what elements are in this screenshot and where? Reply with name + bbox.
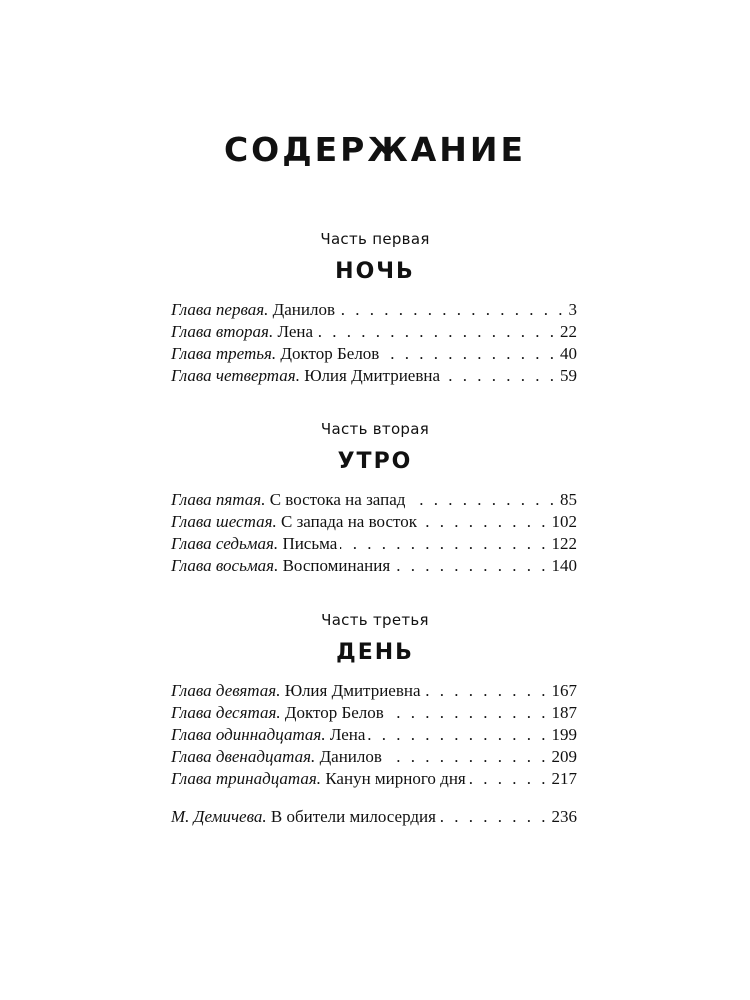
toc-entry[interactable]: [171, 806, 577, 828]
toc-entry[interactable]: [171, 746, 577, 768]
part-title: УТРО: [337, 449, 413, 474]
part-label: Часть первая: [320, 230, 430, 248]
chapter-number: Глава четвертая.: [171, 366, 300, 385]
toc-entry[interactable]: [171, 533, 577, 555]
chapter-number: Глава одиннадцатая.: [171, 725, 326, 744]
toc-entry[interactable]: [171, 555, 577, 577]
part-2: [0, 419, 750, 577]
chapter-name: Канун мирного дня: [325, 769, 466, 788]
chapter-name: С запада на восток: [281, 512, 417, 531]
dot-leader: [420, 511, 549, 533]
chapter-number: Глава девятая.: [171, 681, 281, 700]
toc-entry[interactable]: [171, 724, 577, 746]
dot-leader: [393, 555, 548, 577]
toc-list: [171, 680, 577, 790]
dot-leader: [443, 365, 557, 387]
dot-leader: [382, 343, 557, 365]
chapter-name: Данилов: [319, 747, 382, 766]
page-number: 209: [551, 747, 577, 766]
toc-entry[interactable]: [171, 321, 577, 343]
chapter-name: Доктор Белов: [280, 344, 380, 363]
chapter-number: Глава тринадцатая.: [171, 769, 322, 788]
chapter-name: Воспоминания: [282, 556, 391, 575]
chapter-number: Глава десятая.: [171, 703, 281, 722]
chapter-name: В обители милосердия: [270, 807, 436, 826]
toc-entry[interactable]: [171, 299, 577, 321]
chapter-number: Глава вторая.: [171, 322, 274, 341]
dot-leader: [387, 702, 549, 724]
page-number: 22: [560, 322, 577, 341]
chapter-name: Данилов: [272, 300, 335, 319]
dot-leader: [469, 768, 549, 790]
dot-leader: [408, 489, 557, 511]
page-number: 199: [551, 725, 577, 744]
dot-leader: [340, 533, 548, 555]
part-label: Часть вторая: [320, 420, 430, 438]
page-number: 236: [551, 807, 577, 826]
chapter-name: Лена: [277, 322, 314, 341]
dot-leader: [368, 724, 548, 746]
page-number: 167: [551, 681, 577, 700]
toc-list: [171, 299, 577, 387]
page-number: 187: [551, 703, 577, 722]
chapter-number: Глава восьмая.: [171, 556, 279, 575]
chapter-number: Глава седьмая.: [171, 534, 279, 553]
dot-leader: [316, 321, 557, 343]
chapter-name: Юлия Дмитриевна: [284, 681, 421, 700]
part-title: ДЕНЬ: [336, 640, 414, 665]
toc-entry[interactable]: [171, 680, 577, 702]
afterword: [0, 806, 750, 828]
toc-entry[interactable]: [171, 768, 577, 790]
page-number: 3: [568, 300, 577, 319]
toc-entry[interactable]: [171, 365, 577, 387]
part-1: [0, 229, 750, 387]
part-3: [0, 610, 750, 790]
part-title: НОЧЬ: [335, 259, 415, 284]
page-number: 140: [551, 556, 577, 575]
chapter-number: Глава пятая.: [171, 490, 266, 509]
part-label: Часть третья: [321, 611, 429, 629]
chapter-number: Глава шестая.: [171, 512, 277, 531]
chapter-number: Глава третья.: [171, 344, 277, 363]
page-number: 40: [560, 344, 577, 363]
author-name: М. Демичева.: [171, 807, 267, 826]
toc-entry[interactable]: [171, 343, 577, 365]
page-number: 102: [551, 512, 577, 531]
chapter-number: Глава двенадцатая.: [171, 747, 316, 766]
chapter-name: Юлия Дмитриевна: [304, 366, 441, 385]
chapter-name: С востока на запад: [269, 490, 406, 509]
toc-entry[interactable]: [171, 702, 577, 724]
dot-leader: [424, 680, 549, 702]
chapter-name: Письма: [282, 534, 338, 553]
page-number: 217: [551, 769, 577, 788]
dot-leader: [338, 299, 566, 321]
page-number: 59: [560, 366, 577, 385]
dot-leader: [385, 746, 549, 768]
page-number: 85: [560, 490, 577, 509]
chapter-name: Лена: [329, 725, 366, 744]
page-number: 122: [551, 534, 577, 553]
toc-list: [171, 489, 577, 577]
toc-entry[interactable]: [171, 511, 577, 533]
dot-leader: [439, 806, 549, 828]
chapter-name: Доктор Белов: [284, 703, 384, 722]
page-title: СОДЕРЖАНИЕ: [223, 130, 527, 169]
chapter-number: Глава первая.: [171, 300, 269, 319]
toc-list: [171, 806, 577, 828]
toc-entry[interactable]: [171, 489, 577, 511]
